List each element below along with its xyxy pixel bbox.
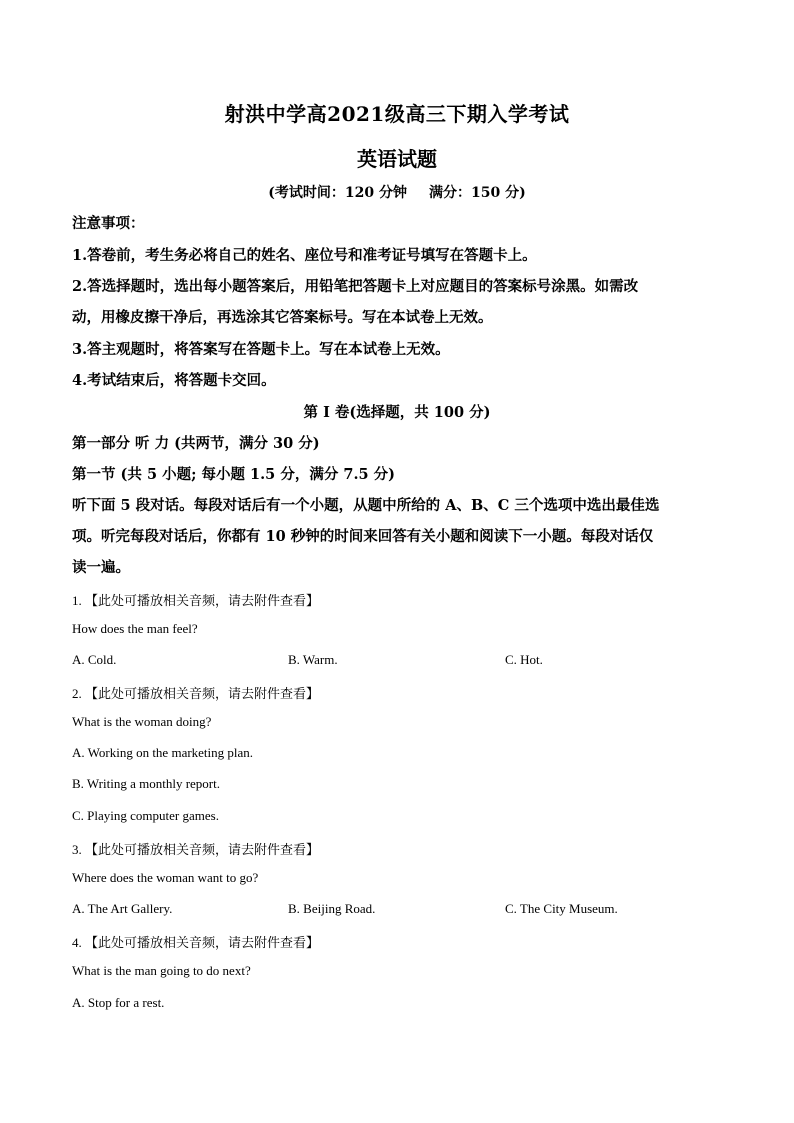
note-item-2-line-1: 2.答选择题时，选出每小题答案后，用铅笔把答题卡上对应题目的答案标号涂黑。如需改 xyxy=(72,278,639,295)
question-3-prompt: Where does the woman want to go? xyxy=(72,870,259,885)
question-3-option-b: B. Beijing Road. xyxy=(288,901,376,916)
volume-heading: 第 I 卷(选择题，共 100 分) xyxy=(303,404,491,421)
question-3-audio: 3. 【此处可播放相关音频，请去附件查看】 xyxy=(72,842,320,857)
exam-title: 射洪中学高2021级高三下期入学考试 xyxy=(224,102,570,126)
question-2-option-c: C. Playing computer games. xyxy=(72,808,219,823)
question-4-option-a: A. Stop for a rest. xyxy=(72,995,165,1010)
question-2-option-a: A. Working on the marketing plan. xyxy=(72,745,254,760)
question-1-option-a: A. Cold. xyxy=(72,652,117,667)
question-1-option-c: C. Hot. xyxy=(505,652,543,667)
section-heading: 第一节 (共 5 小题; 每小题 1.5 分，满分 7.5 分) xyxy=(72,466,395,483)
question-4-audio: 4. 【此处可播放相关音频，请去附件查看】 xyxy=(72,935,320,950)
exam-info xyxy=(0,182,794,202)
question-2-audio: 2. 【此处可播放相关音频，请去附件查看】 xyxy=(72,686,320,701)
question-2-prompt: What is the woman doing? xyxy=(72,714,212,729)
note-item-4: 4.考试结束后，将答题卡交回。 xyxy=(72,372,276,389)
note-item-1: 1.答卷前，考生务必将自己的姓名、座位号和准考证号填写在答题卡上。 xyxy=(72,247,537,264)
note-item-2-line-2: 动，用橡皮擦干净后，再选涂其它答案标号。写在本试卷上无效。 xyxy=(72,309,493,326)
notes-heading: 注意事项： xyxy=(72,215,145,232)
instructions-line-1: 听下面 5 段对话。每段对话后有一个小题，从题中所给的 A、B、C 三个选项中选出最佳选 xyxy=(72,497,660,514)
exam-subject: 英语试题 xyxy=(357,147,437,171)
question-2-option-b: B. Writing a monthly report. xyxy=(72,776,220,791)
exam-time: (考试时间：120 分钟 xyxy=(268,185,407,201)
question-4-prompt: What is the man going to do next? xyxy=(72,963,251,978)
part-heading: 第一部分 听 力 (共两节，满分 30 分) xyxy=(72,435,320,452)
question-1-option-b: B. Warm. xyxy=(288,652,338,667)
question-1-prompt: How does the man feel? xyxy=(72,621,198,636)
question-3-option-c: C. The City Museum. xyxy=(505,901,618,916)
instructions-line-3: 读一遍。 xyxy=(72,559,130,576)
question-3-option-a: A. The Art Gallery. xyxy=(72,901,173,916)
exam-score: 满分：150 分) xyxy=(429,185,526,201)
instructions-line-2: 项。听完每段对话后，你都有 10 秒钟的时间来回答有关小题和阅读下一小题。每段对话仅 xyxy=(72,528,654,545)
note-item-3: 3.答主观题时，将答案写在答题卡上。写在本试卷上无效。 xyxy=(72,341,450,358)
question-1-audio: 1. 【此处可播放相关音频，请去附件查看】 xyxy=(72,593,320,608)
